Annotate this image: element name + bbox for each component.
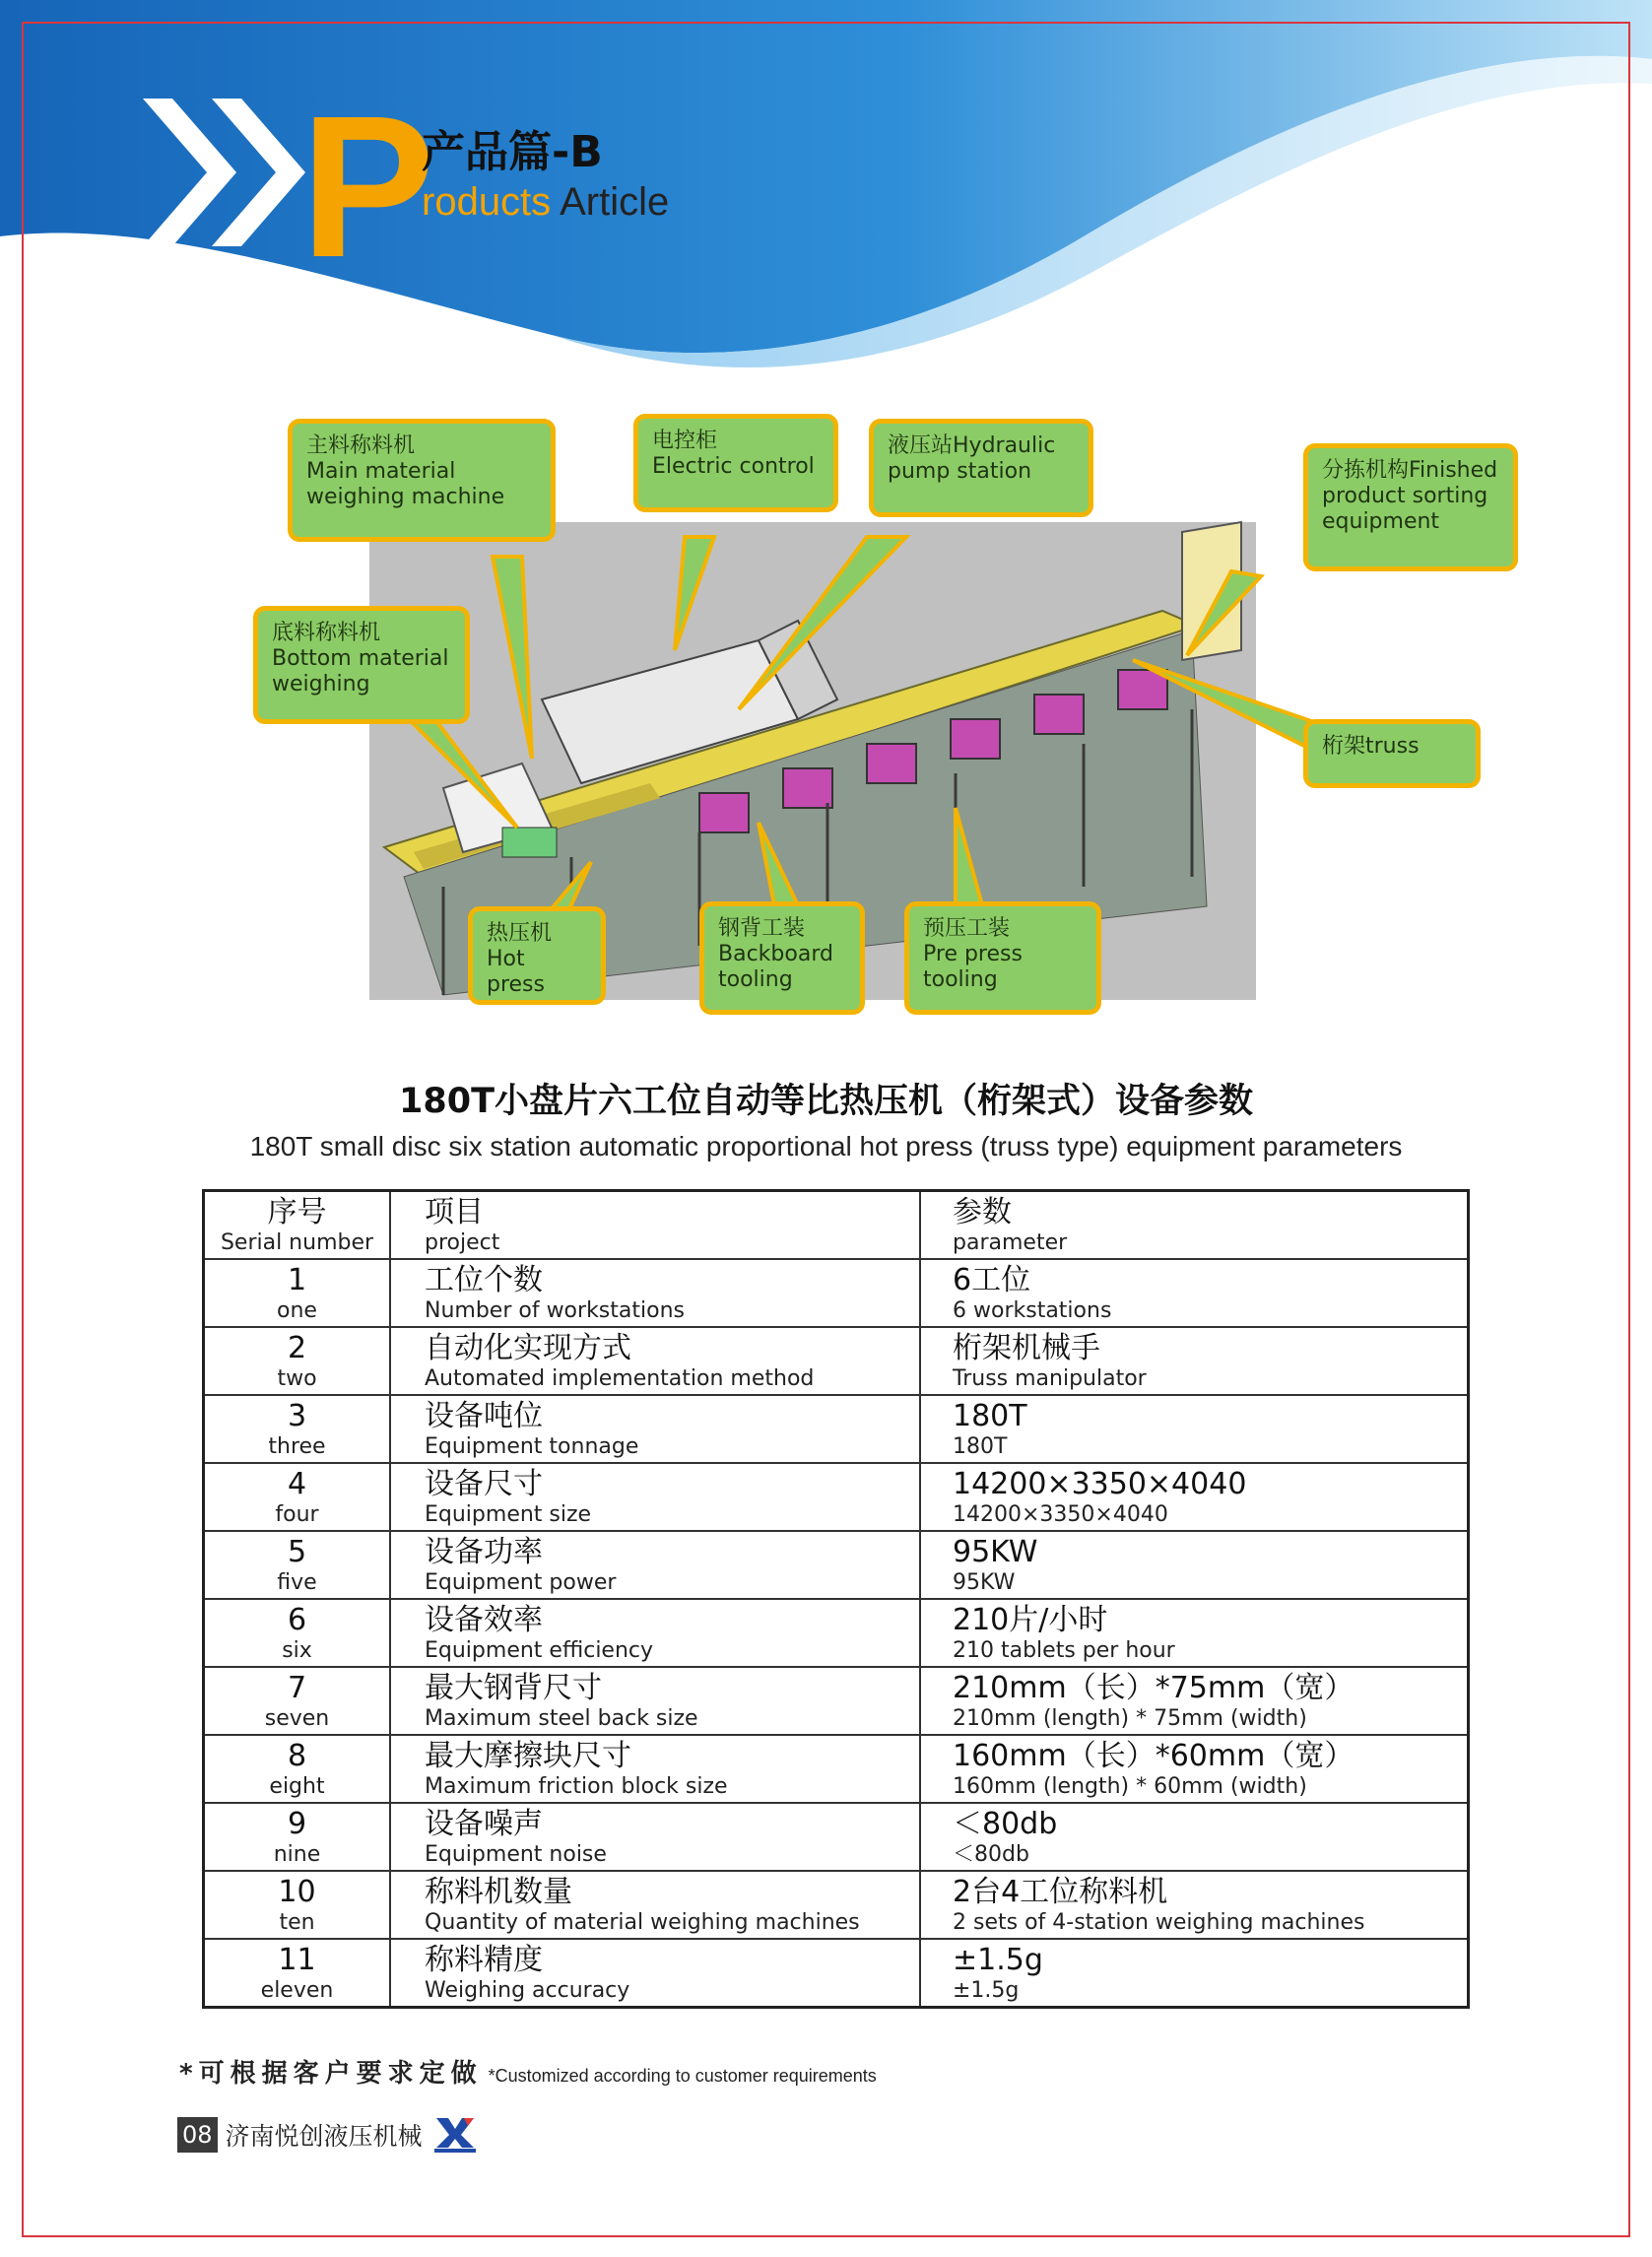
table-row	[204, 1259, 1469, 1327]
row-number: 10	[278, 1875, 316, 1909]
double-chevron-icon	[143, 99, 315, 246]
table-row	[204, 1463, 1469, 1531]
callout-hydraulic-pump: 液压站Hydraulic pump station	[869, 419, 1093, 517]
header-no-en: Serial number	[220, 1230, 374, 1255]
row-number-en: eight	[269, 1774, 325, 1799]
table-row	[204, 1531, 1469, 1599]
callout-electric-control: 电控柜 Electric control	[633, 414, 838, 512]
table-row	[204, 1871, 1469, 1939]
row-project-cn: 设备尺寸	[425, 1467, 543, 1501]
row-param-cn: 2台4工位称料机	[953, 1875, 1168, 1909]
row-project-en: Quantity of material weighing machines	[425, 1910, 860, 1935]
spec-title-en: 180T small disc six station automatic proportional hot press (truss type) equipment parameters	[249, 1131, 1403, 1162]
row-param-cn: 210片/小时	[953, 1603, 1108, 1637]
row-param-cn: 180T	[953, 1399, 1027, 1433]
note-cn: *可根据客户要求定做	[179, 2059, 483, 2089]
row-param-cn: 14200×3350×4040	[953, 1467, 1247, 1501]
row-param-cn: 160mm（长）*60mm（宽）	[953, 1739, 1355, 1773]
header-title-en	[422, 180, 669, 225]
row-project-en: Weighing accuracy	[425, 1978, 630, 2003]
header-title-en-highlight: roducts	[422, 180, 552, 224]
row-project-cn: 工位个数	[425, 1263, 543, 1297]
table-row	[204, 1395, 1469, 1463]
callout-hot-press: 热压机 Hot press	[468, 906, 606, 1005]
row-number: 5	[287, 1535, 307, 1569]
row-project-cn: 最大摩擦块尺寸	[425, 1739, 631, 1773]
row-number-en: seven	[264, 1706, 330, 1731]
row-number: 9	[287, 1807, 307, 1841]
table-row	[204, 1803, 1469, 1871]
table-row	[204, 1327, 1469, 1395]
row-project-en: Number of workstations	[425, 1298, 685, 1323]
row-number-en: nine	[273, 1842, 321, 1867]
row-param-en: 180T	[953, 1434, 1008, 1459]
header-param-en: parameter	[953, 1230, 1068, 1255]
row-project-cn: 设备功率	[425, 1535, 543, 1569]
row-param-cn: 6工位	[953, 1263, 1031, 1297]
page-footer	[177, 2116, 480, 2154]
row-project-en: Maximum friction block size	[425, 1774, 728, 1799]
row-number: 3	[287, 1399, 307, 1433]
callout-pre-press: 预压工装 Pre press tooling	[904, 901, 1101, 1015]
row-param-en: 210 tablets per hour	[953, 1638, 1175, 1663]
header-project-en: project	[425, 1230, 500, 1255]
note-en: *Customized according to customer requirements	[488, 2066, 877, 2086]
row-number-en: one	[277, 1298, 317, 1323]
row-param-cn: ±1.5g	[953, 1943, 1043, 1977]
row-param-en: ＜80db	[953, 1842, 1029, 1867]
row-number-en: six	[282, 1638, 312, 1663]
row-param-cn: 95KW	[953, 1535, 1038, 1569]
row-param-cn: 210mm（长）*75mm（宽）	[953, 1671, 1355, 1705]
company-name: 济南悦创液压机械	[225, 2122, 423, 2151]
table-row	[204, 1667, 1469, 1735]
machine-layout-diagram	[246, 414, 1527, 1034]
row-param-en: 95KW	[953, 1570, 1016, 1595]
header-project-cn: 项目	[425, 1195, 484, 1229]
row-param-en: 2 sets of 4-station weighing machines	[953, 1910, 1365, 1935]
row-project-en: Automated implementation method	[425, 1366, 815, 1391]
row-number-en: ten	[279, 1910, 315, 1935]
row-project-cn: 称料精度	[425, 1943, 543, 1977]
spec-title-cn: 180T小盘片六工位自动等比热压机（桁架式）设备参数	[399, 1082, 1253, 1121]
row-param-cn: ＜80db	[953, 1807, 1058, 1841]
row-project-cn: 设备噪声	[425, 1807, 543, 1841]
header-title-cn: 产品篇-B	[422, 127, 603, 177]
row-number-en: eleven	[260, 1978, 334, 2003]
table-row	[204, 1735, 1469, 1803]
row-param-en: Truss manipulator	[953, 1366, 1147, 1391]
row-param-en: 6 workstations	[953, 1298, 1112, 1323]
row-project-cn: 最大钢背尺寸	[425, 1671, 602, 1705]
row-project-en: Equipment tonnage	[425, 1434, 639, 1459]
row-number: 1	[287, 1263, 307, 1297]
row-project-en: Equipment size	[425, 1502, 592, 1527]
row-project-cn: 称料机数量	[425, 1875, 572, 1909]
callout-main-material: 主料称料机 Main material weighing machine	[288, 419, 556, 542]
row-number: 8	[287, 1739, 307, 1773]
table-header-row	[204, 1191, 1469, 1260]
row-project-cn: 设备吨位	[425, 1399, 543, 1433]
row-number: 2	[287, 1331, 307, 1365]
row-project-en: Maximum steel back size	[425, 1706, 698, 1731]
row-number: 6	[287, 1603, 307, 1637]
customization-note	[179, 2053, 877, 2090]
row-number-en: five	[277, 1570, 317, 1595]
row-number-en: three	[268, 1434, 326, 1459]
row-project-cn: 设备效率	[425, 1603, 543, 1637]
callout-backboard: 钢背工装 Backboard tooling	[699, 901, 865, 1015]
table-row	[204, 1599, 1469, 1667]
row-param-cn: 桁架机械手	[953, 1331, 1100, 1365]
row-param-en: 14200×3350×4040	[953, 1502, 1168, 1527]
row-project-cn: 自动化实现方式	[425, 1331, 631, 1365]
row-number: 7	[287, 1671, 307, 1705]
row-param-en: 160mm (length) * 60mm (width)	[953, 1774, 1307, 1799]
parameters-table	[202, 1189, 1470, 2009]
header-title-en-rest: Article	[551, 180, 670, 224]
callout-finished-sorting: 分拣机构Finished product sorting equipment	[1303, 443, 1518, 571]
callout-bottom-material: 底料称料机 Bottom material weighing	[253, 606, 470, 724]
row-number-en: two	[277, 1366, 317, 1391]
header-big-letter: P	[300, 74, 435, 299]
callout-truss: 桁架truss	[1303, 719, 1481, 788]
row-number: 4	[287, 1467, 307, 1501]
page-number: 08	[177, 2117, 218, 2153]
company-logo-icon	[430, 2116, 480, 2154]
row-project-en: Equipment efficiency	[425, 1638, 654, 1663]
row-param-en: ±1.5g	[953, 1978, 1020, 2003]
header-no-cn: 序号	[267, 1195, 327, 1229]
row-number: 11	[278, 1943, 316, 1977]
row-project-en: Equipment power	[425, 1570, 617, 1595]
header-param-cn: 参数	[953, 1195, 1012, 1229]
row-param-en: 210mm (length) * 75mm (width)	[953, 1706, 1307, 1731]
row-project-en: Equipment noise	[425, 1842, 607, 1867]
table-row	[204, 1939, 1469, 2008]
row-number-en: four	[275, 1502, 319, 1527]
